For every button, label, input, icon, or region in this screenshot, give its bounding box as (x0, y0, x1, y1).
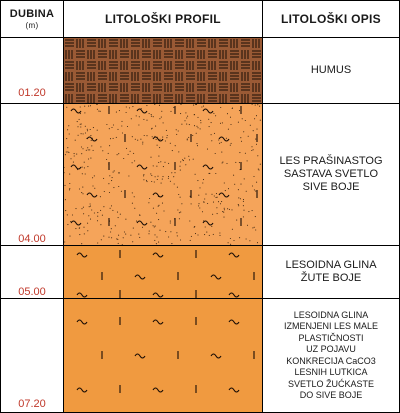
depth-header-unit: (m) (25, 20, 39, 30)
profile-layer-glina-siva (64, 299, 262, 412)
profile-header: LITOLOŠKI PROFIL (105, 12, 221, 26)
depth-label-1: 01.20 (18, 87, 46, 99)
depth-label-4: 07.20 (18, 398, 46, 410)
profile-layer-glina-zuta (64, 246, 262, 298)
description-humus: HUMUS (310, 64, 352, 76)
depth-label-2: 04.00 (18, 233, 46, 245)
depth-header (1, 1, 63, 37)
glina-fill (64, 299, 262, 412)
profile-layer-les (64, 104, 262, 245)
description-glina-siva: LESOIDNA GLINA IZMENJENI LES MALE PLASTIČNOSTI UZ POJAVU KONKRECIJA CaCO3 LESNIH LUTKICA SVETLO ŽUĆKASTE DO SIVE BOJE (283, 309, 379, 400)
tilde-tick-pattern (64, 299, 262, 412)
depth-header-title: DUBINA (9, 7, 55, 20)
description-glina-zuta: LESOIDNA GLINA ŽUTE BOJE (285, 259, 377, 284)
profile-layer-humus (64, 38, 262, 103)
depth-label-3: 05.00 (18, 286, 46, 298)
dots-tilde-pattern (64, 104, 262, 245)
humus-hatch-pattern (64, 38, 262, 103)
description-header: LITOLOŠKI OPIS (281, 12, 381, 26)
humus-fill (64, 38, 262, 103)
tilde-tick-pattern (64, 246, 262, 298)
les-fill (64, 104, 262, 245)
description-les: LES PRAŠINASTOG SASTAVA SVETLO SIVE BOJE (279, 155, 383, 193)
